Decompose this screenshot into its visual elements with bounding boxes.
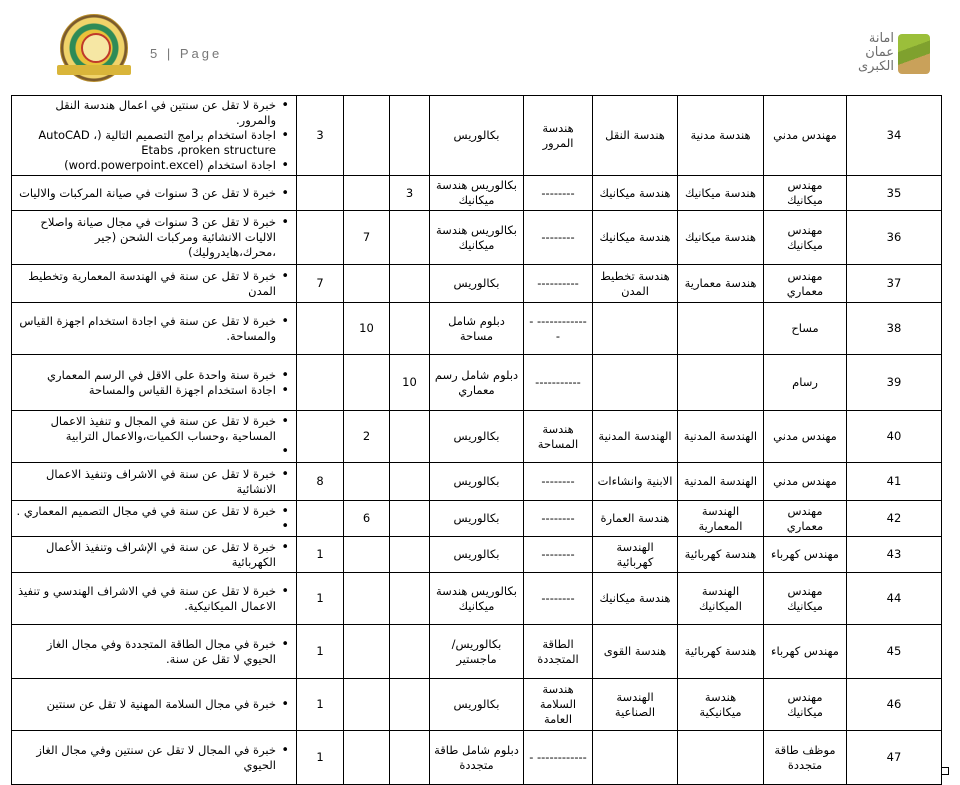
count-2: 10: [344, 303, 390, 355]
page-header: [0, 0, 960, 92]
specialization-1: هندسة ميكانيك: [678, 211, 764, 265]
job-title: موظف طاقة متجددة: [764, 731, 847, 785]
row-number: 34: [847, 96, 942, 176]
count-1: [390, 211, 430, 265]
specialization-1: هندسة مدنية: [678, 96, 764, 176]
requirements: [12, 501, 297, 537]
count-2: [344, 463, 390, 501]
count-3: 1: [297, 731, 344, 785]
specialization-3: --------: [524, 176, 593, 211]
row-number: 41: [847, 463, 942, 501]
specialization-3: هندسة المرور: [524, 96, 593, 176]
requirements-list: [16, 186, 290, 201]
count-2: 7: [344, 211, 390, 265]
table-row: [12, 625, 942, 679]
specialization-1: هندسة معمارية: [678, 265, 764, 303]
specialization-1: الهندسة المعمارية: [678, 501, 764, 537]
count-3: [297, 355, 344, 411]
requirements-list: [16, 414, 290, 459]
requirement-item: • اجادة استخدام برامج التصميم التالية (AutoCAD ، Etabs ،proken structure: [16, 128, 276, 158]
specialization-3: هندسة المساحة: [524, 411, 593, 463]
count-2: [344, 573, 390, 625]
count-3: 7: [297, 265, 344, 303]
table-row: [12, 355, 942, 411]
requirements-list: [16, 98, 290, 173]
requirements-list: [16, 584, 290, 614]
requirement-item: • خبرة لا تقل عن سنة في الهندسة المعمارية وتخطيط المدن: [16, 269, 276, 299]
job-title: مهندس ميكانيك: [764, 679, 847, 731]
requirements: [12, 355, 297, 411]
requirement-item: [16, 519, 276, 534]
count-1: [390, 501, 430, 537]
specialization-3: -----------: [524, 355, 593, 411]
count-1: [390, 96, 430, 176]
degree: بكالوريس: [430, 96, 524, 176]
requirement-item: • خبرة لا تقل عن 3 سنوات في صيانة المركبات والاليات: [16, 186, 276, 201]
count-1: [390, 463, 430, 501]
count-3: 1: [297, 679, 344, 731]
jobs-table: [11, 95, 942, 785]
table-row: [12, 731, 942, 785]
degree: بكالوريس: [430, 537, 524, 573]
table-row: [12, 211, 942, 265]
requirement-item: • اجادة استخدام (word.powerpoint.excel): [16, 158, 276, 173]
job-title: مهندس ميكانيك: [764, 176, 847, 211]
requirements-list: [16, 467, 290, 497]
specialization-1: الهندسة المدنية: [678, 463, 764, 501]
requirements-list: [16, 504, 290, 534]
row-number: 39: [847, 355, 942, 411]
job-title: مساح: [764, 303, 847, 355]
count-2: [344, 176, 390, 211]
specialization-1: الهندسة الميكانيك: [678, 573, 764, 625]
count-1: [390, 265, 430, 303]
row-number: 42: [847, 501, 942, 537]
table-row: [12, 463, 942, 501]
specialization-2: هندسة ميكانيك: [593, 573, 678, 625]
specialization-3: --------: [524, 573, 593, 625]
row-number: 40: [847, 411, 942, 463]
specialization-2: هندسة ميكانيك: [593, 211, 678, 265]
requirement-item: • خبرة في المجال لا تقل عن سنتين وفي مجال الغاز الحيوي: [16, 743, 276, 773]
specialization-2: هندسة ميكانيك: [593, 176, 678, 211]
count-2: [344, 731, 390, 785]
count-1: 3: [390, 176, 430, 211]
specialization-2: الابنية وانشاءات: [593, 463, 678, 501]
specialization-2: [593, 303, 678, 355]
degree: بكالوريس: [430, 411, 524, 463]
table-row: [12, 96, 942, 176]
degree: دبلوم شامل مساحة: [430, 303, 524, 355]
count-3: 1: [297, 625, 344, 679]
row-number: 37: [847, 265, 942, 303]
requirements-list: [16, 743, 290, 773]
row-number: 44: [847, 573, 942, 625]
row-number: 38: [847, 303, 942, 355]
requirement-item: • خبرة لا تقل عن سنة في المجال و تنفيذ الاعمال المساحية ،وحساب الكميات،والاعمال الترابية: [16, 414, 276, 444]
logo-mark-icon: [898, 34, 930, 74]
requirement-item: • خبرة لا تقل عن 3 سنوات في مجال صيانة واصلاح الاليات الانشائية ومركبات الشحن (جير ،محرك،هايدروليك): [16, 215, 276, 260]
emblem-seal-icon: [60, 14, 128, 82]
requirements: [12, 625, 297, 679]
count-1: [390, 731, 430, 785]
requirement-item: • خبرة في مجال الطاقة المتجددة وفي مجال الغاز الحيوي لا تقل عن سنة.: [16, 637, 276, 667]
count-1: [390, 679, 430, 731]
degree: بكالوريس هندسة ميكانيك: [430, 176, 524, 211]
requirements: [12, 411, 297, 463]
job-title: مهندس كهرباء: [764, 625, 847, 679]
count-1: [390, 573, 430, 625]
specialization-2: [593, 355, 678, 411]
count-3: 1: [297, 537, 344, 573]
job-title: رسام: [764, 355, 847, 411]
specialization-3: --------: [524, 463, 593, 501]
requirement-item: • خبرة لا تقل عن سنة في الاشراف وتنفيذ الاعمال الانشائية: [16, 467, 276, 497]
specialization-1: هندسة ميكانيكية: [678, 679, 764, 731]
requirement-item: • خبرة لا تقل عن سنة في الإشراف وتنفيذ الأعمال الكهربائية: [16, 540, 276, 570]
specialization-3: هندسة السلامة العامة: [524, 679, 593, 731]
amman-logo: [852, 32, 930, 78]
requirement-item: • خبرة سنة واحدة على الاقل في الرسم المعماري: [16, 368, 276, 383]
specialization-1: [678, 355, 764, 411]
requirements-list: [16, 314, 290, 344]
specialization-1: هندسة كهربائية: [678, 537, 764, 573]
table-row: [12, 537, 942, 573]
requirements: [12, 573, 297, 625]
requirements: [12, 176, 297, 211]
requirements: [12, 303, 297, 355]
row-number: 43: [847, 537, 942, 573]
count-2: [344, 625, 390, 679]
count-2: [344, 96, 390, 176]
degree: بكالوريس: [430, 679, 524, 731]
degree: بكالوريس هندسة ميكانيك: [430, 211, 524, 265]
specialization-2: هندسة العمارة: [593, 501, 678, 537]
specialization-3: --------: [524, 537, 593, 573]
requirements-list: [16, 637, 290, 667]
count-2: 6: [344, 501, 390, 537]
count-3: 1: [297, 573, 344, 625]
job-title: مهندس كهرباء: [764, 537, 847, 573]
table-row: [12, 303, 942, 355]
degree: دبلوم شامل طاقة متجددة: [430, 731, 524, 785]
degree: بكالوريس/ماجستير: [430, 625, 524, 679]
requirement-item: • خبرة لا تقل عن سنة في اجادة استخدام اجهزة القياس والمساحة.: [16, 314, 276, 344]
specialization-2: [593, 731, 678, 785]
job-title: مهندس مدني: [764, 463, 847, 501]
corner-mark: [941, 767, 949, 775]
count-1: [390, 411, 430, 463]
job-title: مهندس معماري: [764, 501, 847, 537]
count-1: 10: [390, 355, 430, 411]
count-3: [297, 176, 344, 211]
table-row: [12, 411, 942, 463]
specialization-1: هندسة ميكانيك: [678, 176, 764, 211]
specialization-1: الهندسة المدنية: [678, 411, 764, 463]
requirements-list: [16, 540, 290, 570]
logo-text: امانة عمان الكبرى: [857, 31, 894, 74]
count-2: [344, 265, 390, 303]
row-number: 36: [847, 211, 942, 265]
count-2: 2: [344, 411, 390, 463]
requirement-item: [16, 444, 276, 459]
specialization-2: الهندسة المدنية: [593, 411, 678, 463]
table-row: [12, 501, 942, 537]
specialization-2: الهندسة كهربائية: [593, 537, 678, 573]
row-number: 47: [847, 731, 942, 785]
specialization-1: [678, 303, 764, 355]
count-2: [344, 355, 390, 411]
table-row: [12, 265, 942, 303]
specialization-3: ------------ -: [524, 731, 593, 785]
degree: بكالوريس: [430, 501, 524, 537]
specialization-3: --------: [524, 211, 593, 265]
count-3: [297, 211, 344, 265]
requirements: [12, 537, 297, 573]
requirements: [12, 96, 297, 176]
specialization-2: هندسة تخطيط المدن: [593, 265, 678, 303]
count-2: [344, 537, 390, 573]
row-number: 45: [847, 625, 942, 679]
page-number: 5 | Page: [150, 46, 223, 61]
specialization-3: ----------: [524, 265, 593, 303]
degree: بكالوريس: [430, 463, 524, 501]
requirement-item: • خبرة لا تقل عن سنتين في اعمال هندسة النقل والمرور.: [16, 98, 276, 128]
requirements-list: [16, 215, 290, 260]
requirement-item: • خبرة في مجال السلامة المهنية لا تقل عن سنتين: [16, 697, 276, 712]
requirements: [12, 211, 297, 265]
count-1: [390, 625, 430, 679]
specialization-2: الهندسة الصناعية: [593, 679, 678, 731]
specialization-2: هندسة القوى: [593, 625, 678, 679]
requirement-item: • خبرة لا تقل عن سنة في في مجال التصميم المعماري .: [16, 504, 276, 519]
requirements: [12, 679, 297, 731]
count-3: [297, 411, 344, 463]
requirements-list: [16, 697, 290, 712]
job-title: مهندس مدني: [764, 96, 847, 176]
requirements: [12, 265, 297, 303]
job-title: مهندس ميكانيك: [764, 573, 847, 625]
specialization-1: هندسة كهربائية: [678, 625, 764, 679]
count-1: [390, 537, 430, 573]
specialization-2: هندسة النقل: [593, 96, 678, 176]
seal-ribbon: [57, 65, 131, 75]
requirements: [12, 731, 297, 785]
requirement-item: • اجادة استخدام اجهزة القياس والمساحة: [16, 383, 276, 398]
count-2: [344, 679, 390, 731]
specialization-3: الطاقة المتجددة: [524, 625, 593, 679]
job-title: مهندس معماري: [764, 265, 847, 303]
requirements: [12, 463, 297, 501]
requirements-list: [16, 368, 290, 398]
count-3: [297, 303, 344, 355]
requirements-list: [16, 269, 290, 299]
count-3: [297, 501, 344, 537]
job-title: مهندس ميكانيك: [764, 211, 847, 265]
table-row: [12, 679, 942, 731]
count-1: [390, 303, 430, 355]
degree: بكالوريس: [430, 265, 524, 303]
degree: بكالوريس هندسة ميكانيك: [430, 573, 524, 625]
table-row: [12, 176, 942, 211]
degree: دبلوم شامل رسم معماري: [430, 355, 524, 411]
row-number: 35: [847, 176, 942, 211]
seal-center: [81, 33, 111, 63]
count-3: 3: [297, 96, 344, 176]
specialization-3: --------: [524, 501, 593, 537]
specialization-1: [678, 731, 764, 785]
specialization-3: ------------ --: [524, 303, 593, 355]
requirement-item: • خبرة لا تقل عن سنة في في الاشراف الهندسي و تنفيذ الاعمال الميكانيكية.: [16, 584, 276, 614]
count-3: 8: [297, 463, 344, 501]
job-title: مهندس مدني: [764, 411, 847, 463]
table-row: [12, 573, 942, 625]
row-number: 46: [847, 679, 942, 731]
